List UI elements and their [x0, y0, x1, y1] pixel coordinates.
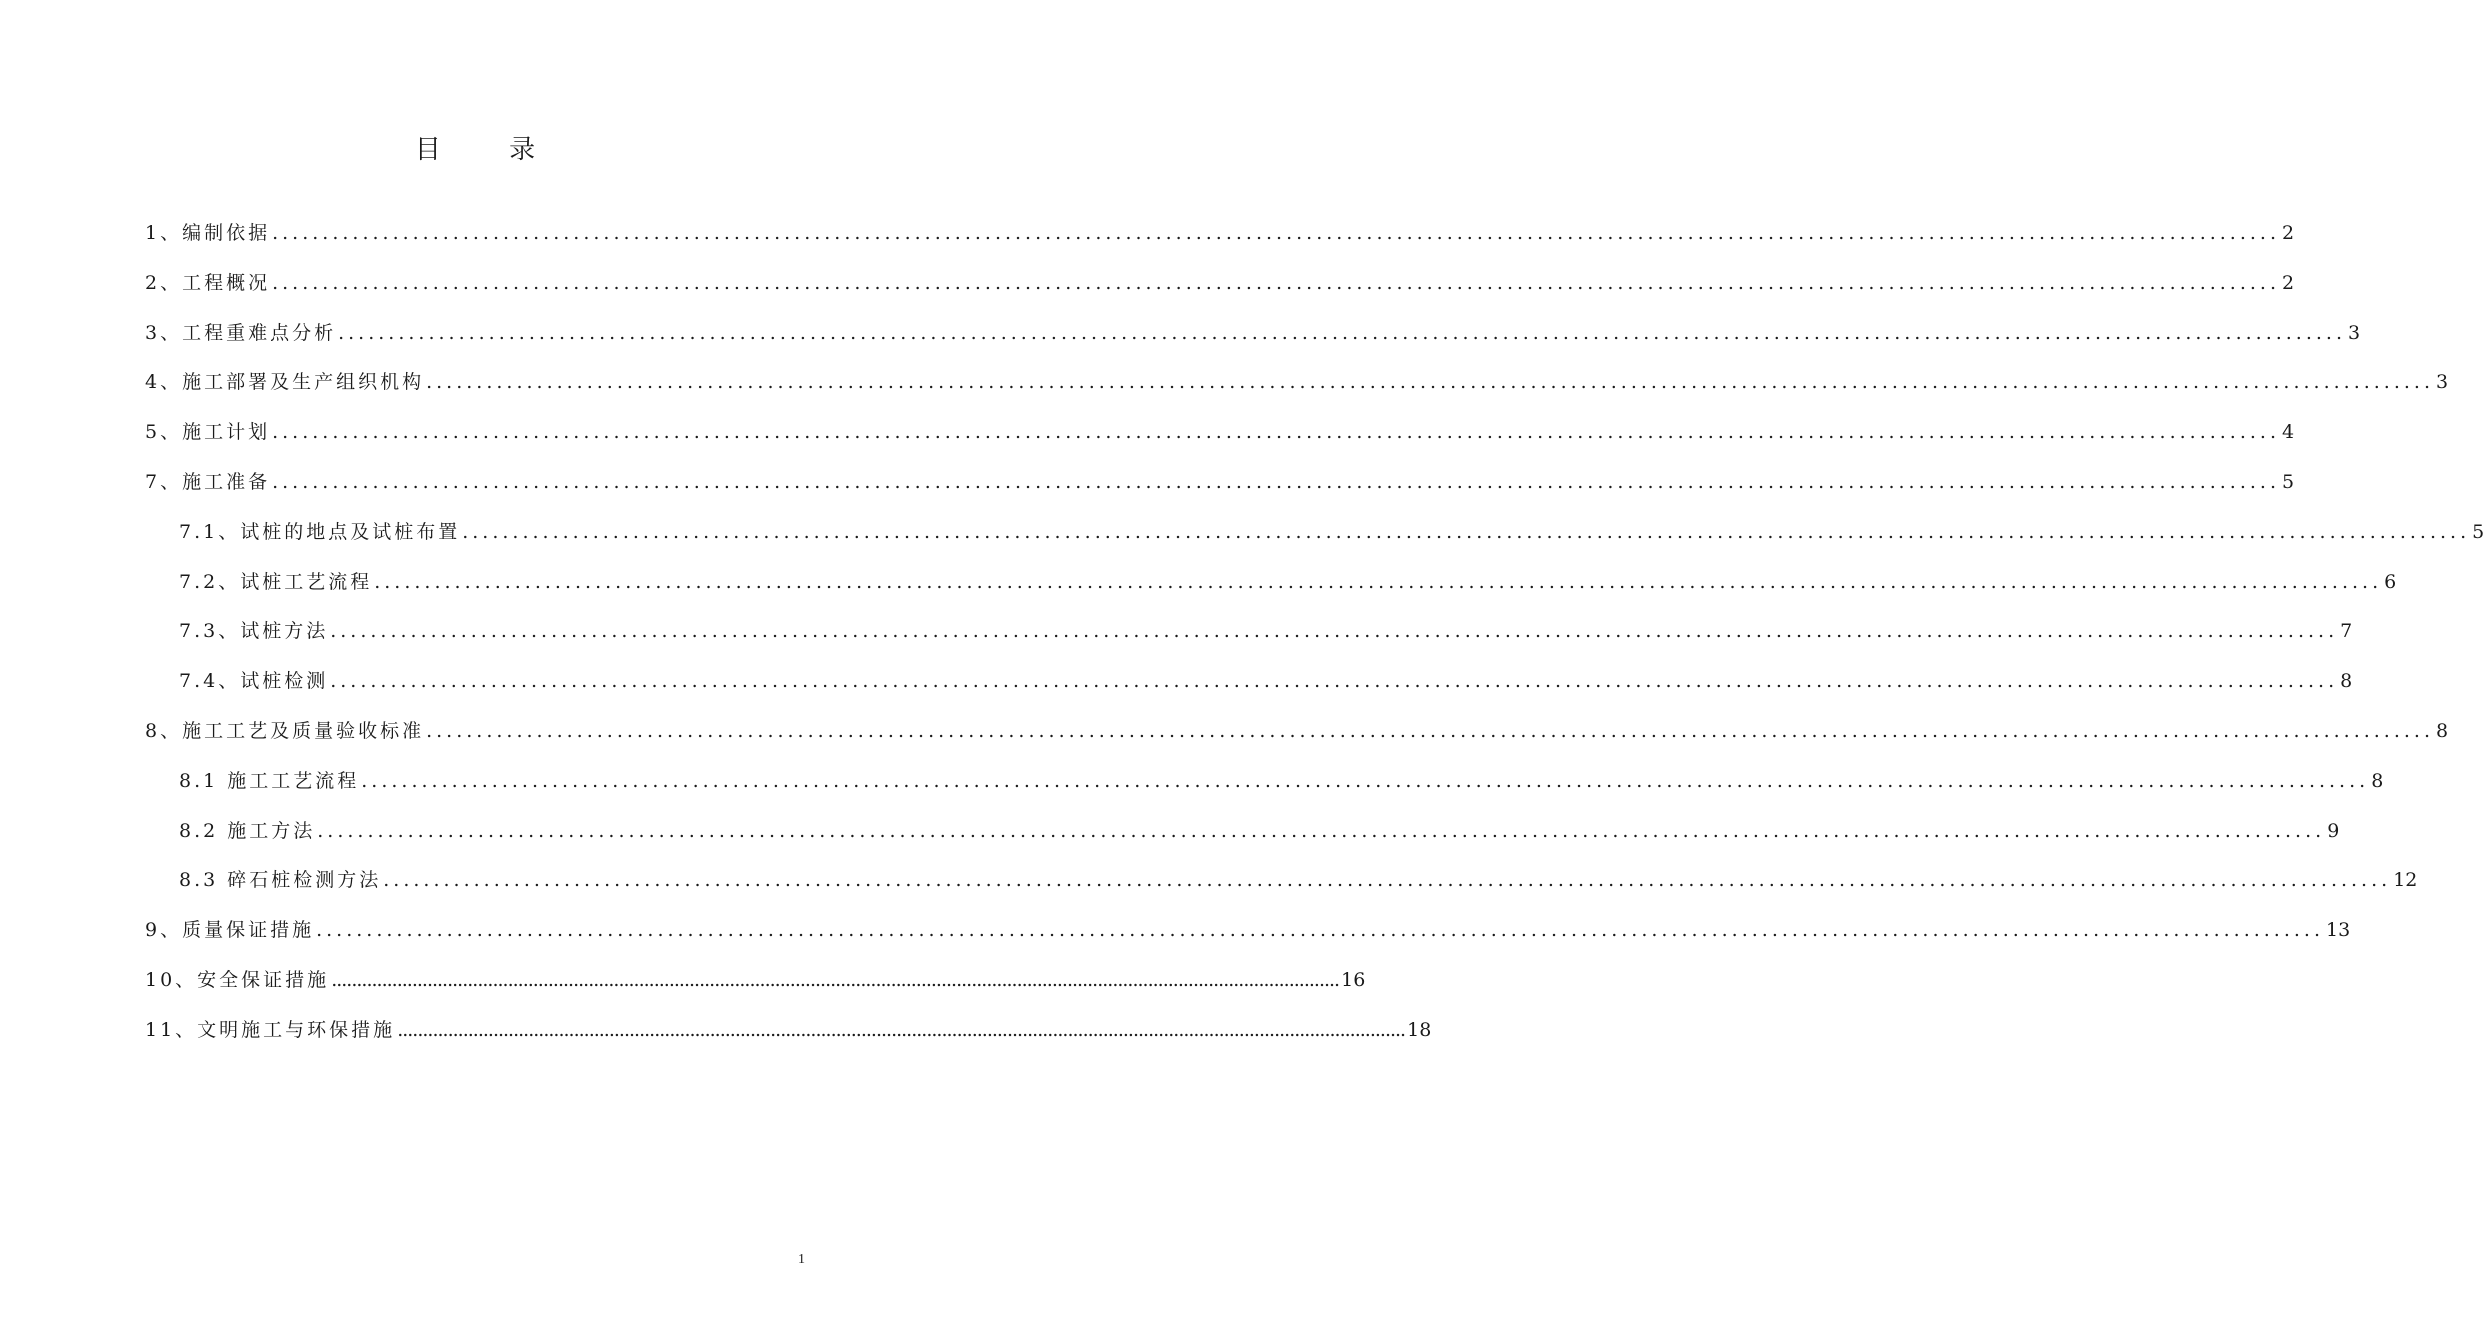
toc-entry-page: 16: [1341, 968, 1366, 991]
toc-entry-label: 7.4、试桩检测: [179, 670, 329, 693]
page-title: 目 录: [414, 135, 566, 166]
toc-entry-page: 2: [2282, 271, 2295, 294]
toc-entry-label: 7、施工准备: [145, 470, 271, 493]
toc-entry-label: 9、质量保证措施: [145, 919, 315, 942]
toc-entry[interactable]: [145, 666, 2353, 716]
toc-entry-page: 2: [2282, 222, 2295, 244]
toc-entry[interactable]: [145, 218, 2295, 268]
toc-entry[interactable]: [145, 915, 2351, 965]
toc-entry[interactable]: [145, 318, 2361, 368]
toc-leader-dots: ........................................................................................................................................................................................................: [462, 520, 2471, 543]
toc-entry[interactable]: [145, 268, 2295, 318]
toc-leader-dots: ........................................................................................................................................................................................................: [272, 470, 2281, 493]
toc-entry-page: 4: [2282, 421, 2295, 444]
toc-entry-page: 8: [2436, 719, 2449, 742]
toc-entry-page: 7: [2340, 620, 2353, 643]
toc-entry-label: 5、施工计划: [145, 421, 271, 444]
toc-leader-dots: ........................................................................................................................................................................................................: [426, 719, 2435, 742]
toc-entry-page: 5: [2472, 520, 2484, 543]
toc-entry[interactable]: [145, 1015, 1432, 1065]
toc-entry-label: 7.3、试桩方法: [179, 620, 329, 643]
toc-leader-dots: ........................................................................................................................................................................................................: [330, 620, 2339, 643]
toc-entry-label: 4、施工部署及生产组织机构: [145, 371, 425, 394]
toc-leader-dots: ........................................................................................................................................................................................................: [330, 670, 2339, 693]
toc-entry-page: 18: [1407, 1018, 1432, 1041]
toc-entry-label: 10、安全保证措施: [145, 968, 330, 991]
toc-leader-dots: ........................................................................................................................................................................................................: [361, 769, 2370, 792]
table-of-contents: [145, 218, 2484, 1065]
toc-leader-dots: ........................................................................................................................................................................................................: [317, 819, 2326, 842]
toc-entry[interactable]: [145, 517, 2484, 567]
toc-entry-label: 8.1 施工工艺流程: [179, 769, 360, 792]
toc-entry[interactable]: [145, 367, 2449, 417]
toc-entry-page: 8: [2340, 670, 2353, 693]
toc-entry-page: 13: [2326, 919, 2351, 942]
toc-leader-dots: ........................................................................................................................................................................................................: [374, 570, 2383, 593]
toc-entry-page: 12: [2393, 869, 2418, 892]
toc-entry-label: 1、编制依据: [145, 222, 271, 244]
toc-entry[interactable]: [145, 467, 2295, 517]
toc-entry-page: 3: [2436, 371, 2449, 394]
toc-entry[interactable]: [145, 616, 2353, 666]
toc-entry-page: 3: [2348, 321, 2361, 344]
toc-entry-label: 8、施工工艺及质量验收标准: [145, 719, 425, 742]
toc-leader-dots: ........................................................................................................................................................................................................: [426, 371, 2435, 394]
toc-leader-dots: ........................................................................................................................................................................................................: [383, 869, 2392, 892]
page-number: 1: [798, 1252, 805, 1267]
toc-entry-page: 8: [2371, 769, 2384, 792]
toc-entry-label: 7.1、试桩的地点及试桩布置: [179, 520, 461, 543]
toc-leader-dots: ........................................................................................................................................................................................................: [316, 919, 2325, 942]
toc-entry[interactable]: [145, 965, 1366, 1015]
toc-leader-dots: ........................................................................................................................................................................................................: [272, 222, 2281, 244]
toc-entry[interactable]: [145, 816, 2340, 866]
toc-entry-label: 8.3 碎石桩检测方法: [179, 869, 382, 892]
toc-entry-page: 6: [2384, 570, 2397, 593]
toc-entry[interactable]: [145, 716, 2449, 766]
toc-entry-label: 11、文明施工与环保措施: [145, 1018, 396, 1041]
toc-entry-label: 3、工程重难点分析: [145, 321, 337, 344]
toc-leader-dots: ........................................................................................................................................................................................................: [272, 271, 2281, 294]
toc-entry[interactable]: [145, 766, 2384, 816]
toc-entry-label: 7.2、试桩工艺流程: [179, 570, 373, 593]
toc-entry-label: 2、工程概况: [145, 271, 271, 294]
toc-entry[interactable]: [145, 865, 2418, 915]
toc-leader-dots: ........................................................................................................................................................................................................: [338, 321, 2347, 344]
toc-entry-page: 5: [2282, 470, 2295, 493]
toc-leader-dots: ........................................................................................................................................................................................................: [397, 1018, 1406, 1041]
toc-leader-dots: ........................................................................................................................................................................................................: [331, 968, 1340, 991]
toc-entry[interactable]: [145, 567, 2397, 617]
toc-leader-dots: ........................................................................................................................................................................................................: [272, 421, 2281, 444]
toc-entry[interactable]: [145, 417, 2295, 467]
toc-entry-page: 9: [2327, 819, 2340, 842]
toc-entry-label: 8.2 施工方法: [179, 819, 316, 842]
